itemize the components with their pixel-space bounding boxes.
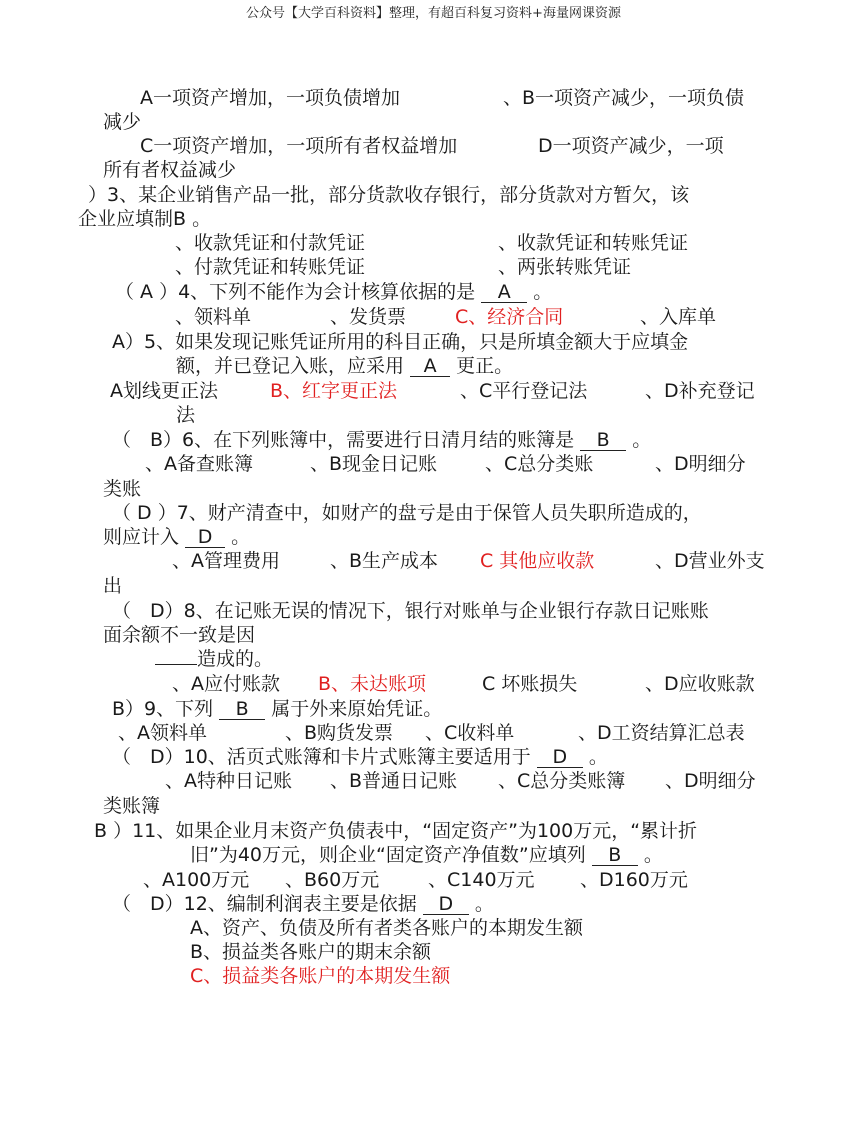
q8-option-b: B、未达账项 (318, 673, 427, 695)
q10-option-c: 、C总分类账簿 (498, 770, 626, 792)
q11-option-a: 、A100万元 (143, 869, 250, 891)
q11-option-c: 、C140万元 (428, 869, 535, 891)
q11-option-d: 、D160万元 (580, 869, 688, 891)
q5-stem-line2-tail: 更正。 (456, 355, 514, 377)
q2-option-d: D一项资产减少，一项 (538, 135, 724, 157)
q5-option-c: 、C平行登记法 (460, 380, 588, 402)
q12-stem-tail: 。 (474, 893, 494, 915)
q6-option-b: 、B现金日记账 (310, 453, 438, 475)
q11-stem-line2-tail: 。 (643, 844, 663, 866)
q2-option-d-cont: 所有者权益减少 (103, 159, 237, 181)
q12-option-b: B、损益类各账户的期末余额 (190, 941, 432, 963)
q10-stem (112, 745, 608, 769)
q2-option-b: 、B一项资产减少，一项负债 (503, 87, 745, 109)
q7-option-d-cont: 出 (103, 575, 123, 597)
q7-answer: D (185, 527, 225, 548)
q5-option-a: A划线更正法 (110, 380, 218, 402)
q8-answer-blank (155, 664, 197, 665)
q8-stem-line2: 面余额不一致是因 (103, 624, 256, 646)
q3-stem-line1: ）3、某企业销售产品一批，部分货款收存银行，部分货款对方暂欠，该 (88, 184, 690, 206)
q12-stem (112, 892, 494, 916)
q11-option-b: 、B60万元 (285, 869, 380, 891)
q8-option-c: C 坏账损失 (482, 673, 578, 695)
q5-stem-line1: A）5、如果发现记账凭证所用的科目正确，只是所填金额大于应填金 (112, 331, 689, 353)
q6-stem-tail: 。 (632, 429, 652, 451)
q4-stem-text: （ A ）4、下列不能作为会计核算依据的是 (115, 281, 476, 303)
q4-option-d: 、入库单 (640, 306, 717, 328)
q9-option-a: 、A领料单 (118, 722, 207, 744)
q4-stem (115, 280, 552, 304)
q2-option-a: A一项资产增加，一项负债增加 (140, 87, 400, 109)
q2-option-b-cont: 减少 (103, 111, 142, 133)
q7-option-a: 、A管理费用 (172, 550, 280, 572)
q3-option-d: 、两张转账凭证 (498, 256, 632, 278)
q5-stem-line2-text: 额，并已登记入账，应采用 (176, 355, 405, 377)
q6-option-d-cont: 类账 (103, 478, 142, 500)
q10-option-d-cont: 类账簿 (103, 795, 161, 817)
q12-option-a: A、资产、负债及所有者类各账户的本期发生额 (190, 917, 583, 939)
q11-answer: B (592, 845, 638, 866)
q8-option-d: 、D应收账款 (645, 673, 755, 695)
q8-option-a: 、A应付账款 (172, 673, 280, 695)
q9-stem-tail: 属于外来原始凭证。 (271, 698, 443, 720)
q8-stem-line3 (155, 647, 273, 671)
q9-option-d: 、D工资结算汇总表 (578, 722, 745, 744)
q7-stem-line2-tail: 。 (231, 526, 251, 548)
q5-option-d-cont: 法 (176, 404, 196, 426)
q3-stem-line2: 企业应填制B 。 (78, 208, 212, 230)
q7-stem-line1: （ D ）7、财产清查中，如财产的盘亏是由于保管人员失职所造成的， (112, 502, 702, 524)
q8-stem-line1: （ D）8、在记账无误的情况下，银行对账单与企业银行存款日记账账 (112, 600, 709, 622)
q5-stem-line2 (176, 354, 513, 378)
q6-answer: B (580, 430, 626, 451)
q4-option-a: 、领料单 (175, 306, 252, 328)
q7-stem-line2 (103, 525, 250, 549)
q2-option-c: C一项资产增加，一项所有者权益增加 (140, 135, 458, 157)
q4-stem-tail: 。 (533, 281, 553, 303)
q9-option-b: 、B购货发票 (285, 722, 394, 744)
q6-option-d: 、D明细分 (655, 453, 746, 475)
q12-stem-text: （ D）12、编制利润表主要是依据 (112, 893, 417, 915)
q5-option-d: 、D补充登记 (645, 380, 755, 402)
q10-option-a: 、A特种日记账 (165, 770, 292, 792)
q4-option-c: C、经济合同 (455, 306, 564, 328)
q3-option-c: 、付款凭证和转账凭证 (175, 256, 366, 278)
q10-stem-tail: 。 (588, 746, 608, 768)
q12-answer: D (423, 894, 469, 915)
q7-stem-line2-text: 则应计入 (103, 526, 180, 548)
q5-answer: A (410, 356, 450, 377)
q10-answer: D (537, 747, 583, 768)
q9-option-c: 、C收料单 (425, 722, 515, 744)
q6-option-a: 、A备查账簿 (145, 453, 253, 475)
q10-stem-text: （ D）10、活页式账簿和卡片式账簿主要适用于 (112, 746, 531, 768)
q12-option-c: C、损益类各账户的本期发生额 (190, 965, 451, 987)
q10-option-d: 、D明细分 (665, 770, 756, 792)
q4-answer: A (481, 282, 527, 303)
q9-answer: B (219, 699, 265, 720)
q7-option-d: 、D营业外支 (655, 550, 765, 572)
q4-option-b: 、发货票 (330, 306, 407, 328)
q7-option-c: C 其他应收款 (480, 550, 595, 572)
q7-option-b: 、B生产成本 (330, 550, 439, 572)
q5-option-b: B、红字更正法 (270, 380, 398, 402)
q11-stem-line2 (190, 843, 663, 867)
q3-option-b: 、收款凭证和转账凭证 (498, 232, 689, 254)
q11-stem-line1: B ）11、如果企业月末资产负债表中，“固定资产”为100万元，“累计折 (94, 820, 698, 842)
q9-stem-text: B）9、下列 (112, 698, 214, 720)
q11-stem-line2-text: 旧”为40万元，则企业“固定资产净值数”应填列 (190, 844, 586, 866)
q6-stem-text: （ B）6、在下列账簿中，需要进行日清月结的账簿是 (112, 429, 575, 451)
q10-option-b: 、B普通日记账 (330, 770, 458, 792)
q6-stem (112, 428, 651, 452)
q3-option-a: 、收款凭证和付款凭证 (175, 232, 366, 254)
page-header: 公众号【大学百科资料】整理，有超百科复习资料+海量网课资源 (246, 6, 621, 21)
q9-stem (112, 697, 442, 721)
q6-option-c: 、C总分类账 (485, 453, 594, 475)
q8-stem-line3-text: 造成的。 (197, 648, 274, 670)
